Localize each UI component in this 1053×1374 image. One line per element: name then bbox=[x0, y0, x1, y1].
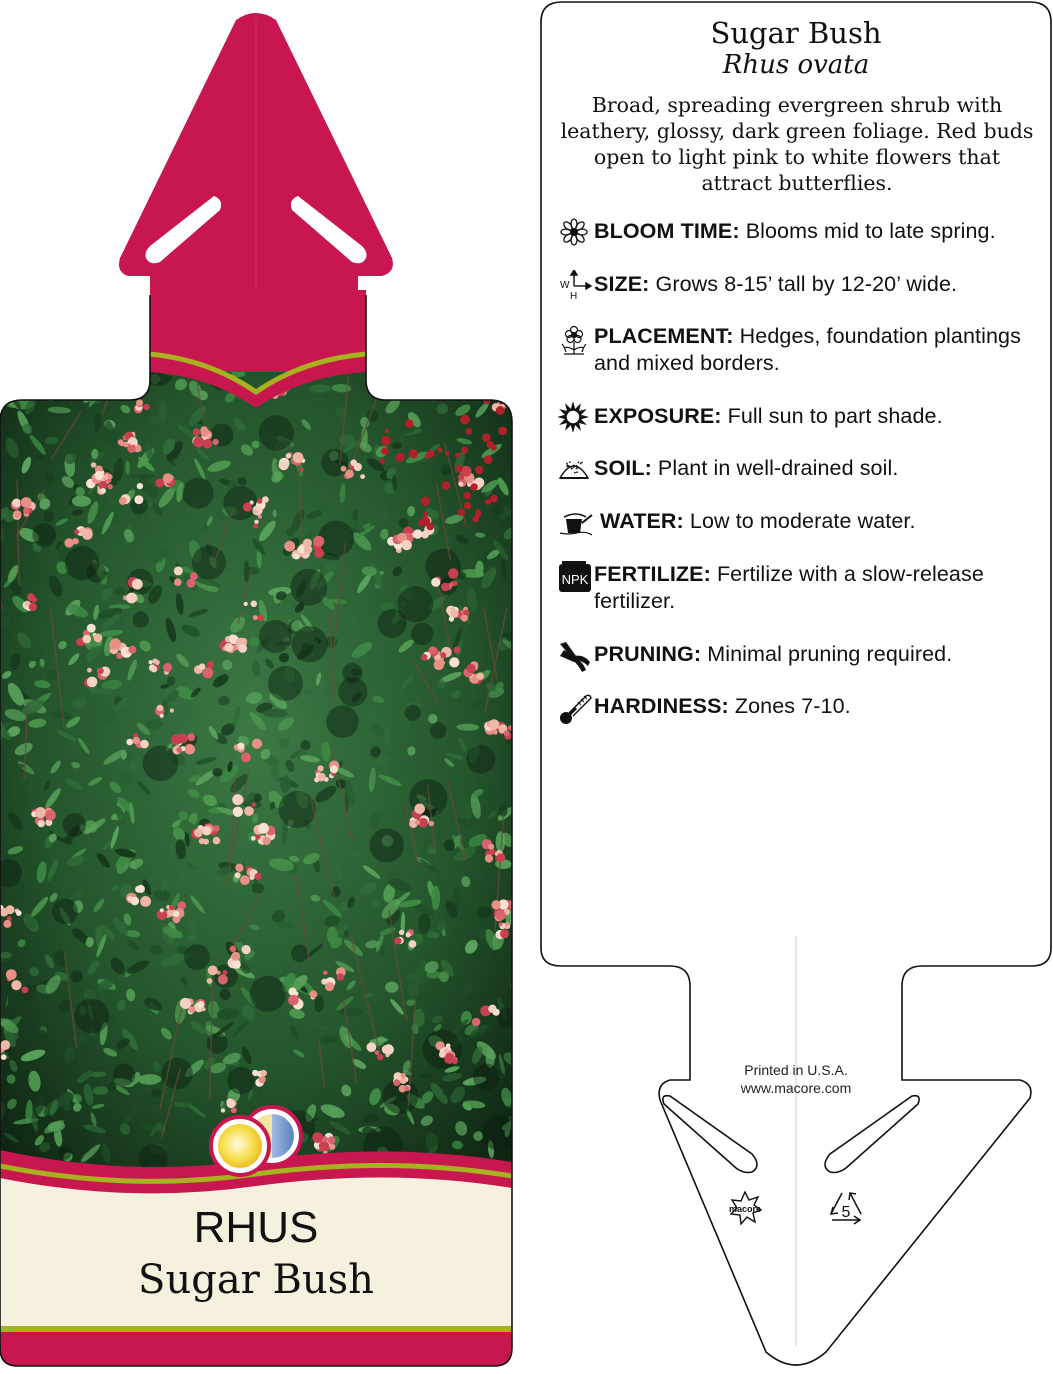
exposure-value: Full sun to part shade. bbox=[728, 404, 943, 428]
back-common-name: Sugar Bush bbox=[541, 16, 1051, 50]
water-value: Low to moderate water. bbox=[690, 509, 916, 533]
info-row-water bbox=[558, 508, 1044, 539]
soil-value: Plant in well-drained soil. bbox=[658, 456, 899, 480]
front-genus-label: RHUS bbox=[0, 1203, 512, 1253]
info-row-fertilize bbox=[558, 561, 1044, 615]
bloom-time-label: BLOOM TIME: bbox=[594, 219, 740, 243]
size-icon-w: W bbox=[560, 280, 570, 291]
back-tag bbox=[541, 2, 1051, 1365]
macore-logo-text: macore bbox=[729, 1204, 761, 1214]
placement-label: PLACEMENT: bbox=[594, 324, 734, 348]
size-icon bbox=[558, 270, 594, 300]
placement-value: Hedges, foundation plantings and mixed borders. bbox=[594, 324, 1021, 375]
recycle-number: 5 bbox=[842, 1204, 851, 1221]
printed-in-note: Printed in U.S.A. bbox=[696, 1061, 896, 1079]
pruning-label: PRUNING: bbox=[594, 642, 701, 666]
info-row-soil bbox=[558, 455, 1044, 484]
pruning-value: Minimal pruning required. bbox=[707, 642, 952, 666]
front-tag bbox=[0, 13, 530, 1369]
info-row-exposure bbox=[558, 403, 1044, 432]
sun-icon bbox=[558, 402, 594, 432]
hardiness-label: HARDINESS: bbox=[594, 694, 729, 718]
water-label: WATER: bbox=[600, 509, 684, 533]
watering-can-icon bbox=[558, 507, 600, 539]
info-row-placement bbox=[558, 323, 1044, 377]
info-row-hardiness bbox=[558, 693, 1044, 726]
flower-icon bbox=[558, 217, 594, 247]
back-botanical-name: Rhus ovata bbox=[541, 50, 1051, 80]
info-row-size bbox=[558, 271, 1044, 300]
thermometer-icon bbox=[558, 692, 594, 726]
placement-icon bbox=[558, 322, 594, 358]
fertilizer-icon-text: NPK bbox=[562, 572, 589, 587]
plant-description: Broad, spreading evergreen shrub with leathery, glossy, dark green foliage. Red buds open to light pink to white flowers that attract butterflies. bbox=[556, 92, 1038, 196]
size-value: Grows 8-15’ tall by 12-20’ wide. bbox=[656, 272, 958, 296]
soil-label: SOIL: bbox=[594, 456, 652, 480]
bloom-time-value: Blooms mid to late spring. bbox=[746, 219, 996, 243]
plant-photo bbox=[0, 355, 530, 1180]
pruners-icon bbox=[558, 640, 594, 674]
fertilize-label: FERTILIZE: bbox=[594, 562, 711, 586]
hardiness-value: Zones 7-10. bbox=[735, 694, 851, 718]
soil-icon bbox=[558, 454, 594, 484]
fertilizer-icon bbox=[558, 560, 594, 594]
front-common-name: Sugar Bush bbox=[0, 1257, 512, 1303]
website-note: www.macore.com bbox=[696, 1079, 896, 1097]
exposure-label: EXPOSURE: bbox=[594, 404, 722, 428]
fertilize-value: Fertilize with a slow-release fertilizer. bbox=[594, 562, 984, 613]
info-row-pruning bbox=[558, 641, 1044, 674]
info-row-bloom-time bbox=[558, 218, 1044, 247]
size-icon-h: H bbox=[570, 291, 577, 300]
size-label: SIZE: bbox=[594, 272, 649, 296]
